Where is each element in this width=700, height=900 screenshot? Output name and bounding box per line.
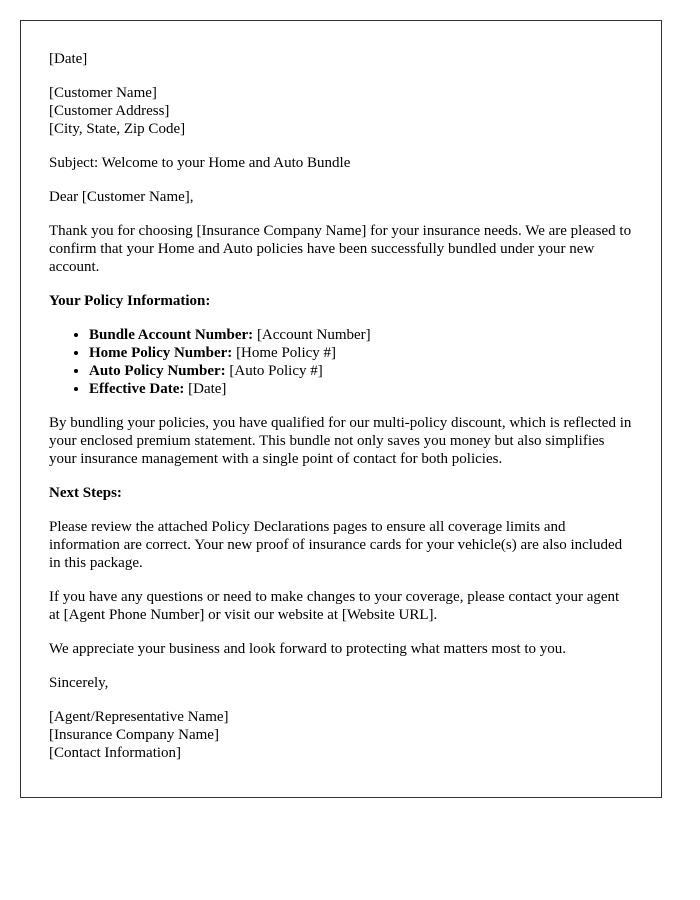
list-item xyxy=(89,380,633,398)
item-value: [Home Policy #] xyxy=(232,345,337,361)
policy-list xyxy=(49,326,633,398)
recipient-name: [Customer Name] xyxy=(49,85,157,101)
signature-name: [Agent/Representative Name] xyxy=(49,709,229,725)
policy-heading: Your Policy Information: xyxy=(49,293,211,309)
review-paragraph: Please review the attached Policy Declarations pages to ensure all coverage limits and information are correct. Your new proof of insurance cards for your vehicle(s) are also included in this package. xyxy=(49,519,623,571)
next-steps-heading: Next Steps: xyxy=(49,485,122,501)
signature-company: [Insurance Company Name] xyxy=(49,727,219,743)
recipient-city: [City, State, Zip Code] xyxy=(49,121,186,137)
appreciation: We appreciate your business and look forward to protecting what matters most to you. xyxy=(49,641,566,657)
item-label: Effective Date: xyxy=(89,381,185,397)
item-value: [Date] xyxy=(184,381,227,397)
recipient-block xyxy=(49,84,633,138)
list-item xyxy=(89,326,633,344)
subject: Subject: Welcome to your Home and Auto Bundle xyxy=(49,155,351,171)
item-label: Home Policy Number: xyxy=(89,345,233,361)
signature-block xyxy=(49,708,633,762)
item-value: [Auto Policy #] xyxy=(225,363,323,379)
closing: Sincerely, xyxy=(49,675,109,691)
intro-paragraph: Thank you for choosing [Insurance Company Name] for your insurance needs. We are pleased to confirm that your Home and Auto policies have been successfully bundled under your new account. xyxy=(49,223,632,275)
bundle-paragraph: By bundling your policies, you have qualified for our multi-policy discount, which is reflected in your enclosed premium statement. This bundle not only saves you money but also simplifies your insurance management with a single point of contact for both policies. xyxy=(49,415,632,467)
signature-contact: [Contact Information] xyxy=(49,745,182,761)
list-item xyxy=(89,362,633,380)
contact-paragraph: If you have any questions or need to make changes to your coverage, please contact your agent at [Agent Phone Number] or visit our website at [Website URL]. xyxy=(49,589,620,623)
salutation: Dear [Customer Name], xyxy=(49,189,194,205)
item-label: Auto Policy Number: xyxy=(89,363,226,379)
date: [Date] xyxy=(49,51,88,67)
item-label: Bundle Account Number: xyxy=(89,327,254,343)
recipient-address: [Customer Address] xyxy=(49,103,170,119)
list-item xyxy=(89,344,633,362)
letter xyxy=(20,20,662,798)
item-value: [Account Number] xyxy=(253,327,371,343)
